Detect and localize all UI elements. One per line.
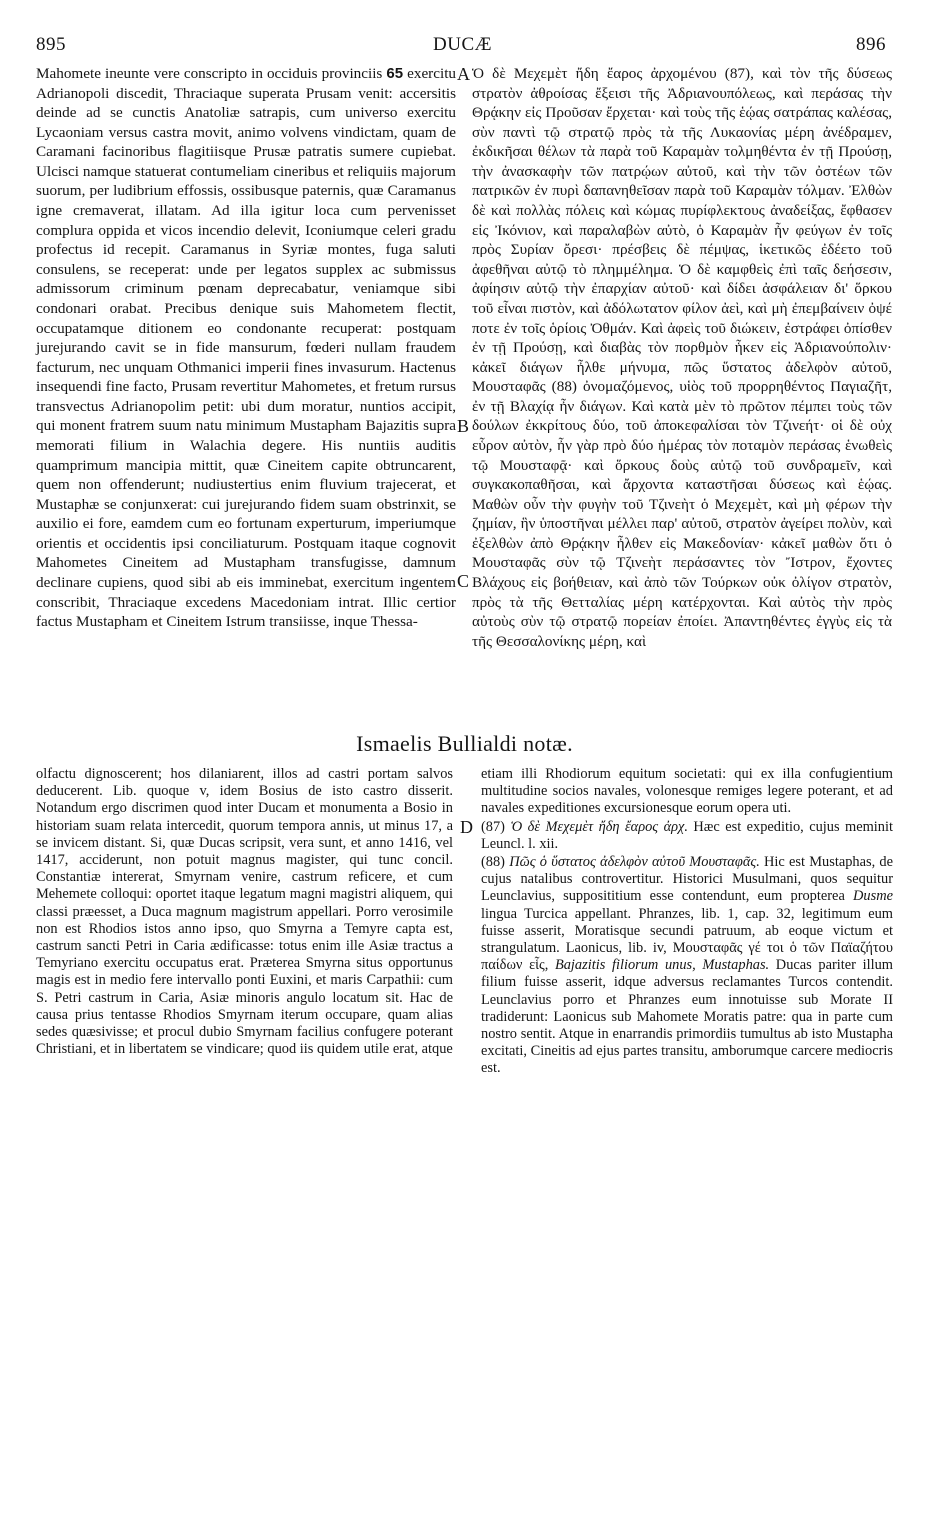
notes-continuation: etiam illi Rhodiorum equitum societati: qui ex illa confugientium multitudine socios navales, volonesque remiges legere poterant, et ad navales expeditiones excursionesque eorum opera uti. <box>481 766 893 817</box>
page-number-left: 895 <box>36 34 66 55</box>
notes-title: Ismaelis Bullialdi notæ. <box>356 731 573 756</box>
margin-letter-c: C <box>457 571 470 591</box>
note-88: (88) Πῶς ὁ ὕστατος ἀδελφὸν αὐτοῦ Μουσταφᾶς. Hic est Mustaphas, de cujus natalibus controvertitur. Historici Musulmani, quos sequitur Leunclavius, supposititium esse contendunt, eum propterea Dusme lingua Turcica appellant. Phranzes, lib. 1, cap. 32, legitimum eum fuisse asserit, Moratisque secundi patruum, ab eoque victum et strangulatum. Laonicus, lib. iv, Μουσταφᾶς γέ τοι ὁ τῶν Παϊαζήτου παίδων εἷς, Bajazitis filiorum unus, Mustaphas. Ducas pariter illum filium fuisse asserit, idque adversus reclamantes Turcos contendit. Leunclavius porro et Phranzes eum innotuisse sub Morate II tradiderunt: Laonicus sub Mahomete Moratis patre: qua in parte cum nostro sentit. Atque in enarrandis primordiis tumultus ab isto Mustapha excitati, Cineitis ad ejus partes transitu, amborumque carcere mediocris est. <box>481 854 893 1077</box>
margin-letter-b: B <box>457 416 470 436</box>
notes-left-column <box>36 766 453 1058</box>
margin-letter-d: D <box>460 817 473 837</box>
greek-paragraph: Ὁ δὲ Μεχεμὲτ ἤδη ἔαρος ἀρχομένου (87), καὶ τὸν τῆς δύσεως στρατὸν ἀθροίσας ἔξεισι τῆς Ἀδριανουπόλεως, καὶ περάσας τὴν Θρᾴκην εἰς Προῦσαν ἔρχεται· καὶ τοὺς τῆς ἑῴας σατράπας καλέσας, σὺν παντὶ τῷ στρατῷ πρὸς τὰ τῆς Λυκαονίας μέρη ἀνέδραμεν, ἐκδικῆσαι θέλων τὰ παρὰ τοῦ Καραμὰν τολμηθέντα ἐν τῇ Προύσῃ, τὴν ἀνασκαφὴν τῶν πατρῴων αὐτοῦ, καὶ τὴν τῶν ὀστέων τῶν πατρικῶν ἐν πυρὶ δαπανηθεῖσαν παρὰ τοῦ Καραμὰν τόλμαν. Ἐλθὼν δὲ καὶ πολλὰς πόλεις καὶ κώμας πυρίφλεκτους ἀναδείξας, ἔφθασεν εἰς Ἰκόνιον, καὶ παραλαβὼν αὐτὸ, ὁ Καραμὰν ἦν φεύγων ἐν τοῖς πρὸς Συρίαν ὄρεσι· πρέσβεις δὲ πέμψας, ἱκετικῶς ἐδέετο τοῦ ἀφεθῆναι αὐτῷ τὸ πλημμέλημα. Ὁ δὲ καμφθεὶς ἐπὶ ταῖς δεήσεσιν, ἀφίησιν αὐτῷ τὴν ἐπαρχίαν αὐτοῦ· καὶ δίδει ἀσφάλειαν δι' ὅρκου τοῦ εἶναι πιστὸν, καὶ ἀδόλωτατον φίλον ἀεὶ, καὶ μὴ ἐπεμβαίνειν ὀψέ ποτε ἐν τοῖς ὁρίοις Ὀθμάν. Καὶ ἀφεὶς τοῦ διώκειν, ἐστράφει ὀπίσθεν ἐν τῇ Προύσῃ, καὶ διαβὰς τὸν πορθμὸν ἧκεν εἰς Ἀδριανούπολιν· κἀκεῖ διάγων ἦλθε μήνυμα, πῶς ὕστατος ἀδελφὸν αὐτοῦ, Μουσταφᾶς (88) ὀνομαζόμενος, υἱὸς τοῦ προρρηθέντος Παγιαζῆτ, ἐν τῇ Βλαχίᾳ ἦν διάγων. Καὶ κατὰ μὲν τὸ πρῶτον πέμπει τοὺς τῶν δούλων ἐκκρίτους δύο, τοῦ ἀποκεφαλίσαι τὸν Τζινεήτ· οἱ δὲ οὐχ εὗρον αὐτὸν, ἦν γὰρ πρὸ δύο ἡμέρας τὸν ποταμὸν περάσας ἑνωθεὶς τῷ Μουσταφᾷ· καὶ ὅρκους δοὺς αὐτῷ τοῦ συνδραμεῖν, καὶ συγκακοπαθῆσαι, καὶ ἄρχοντα καταστῆσαι δύσεως καὶ ἑῴας. Μαθὼν οὖν τὴν φυγὴν τοῦ Τζινεὴτ ὁ Μεχεμὲτ, καὶ μὴ φέρων τὴν ζημίαν, ἣν ὑποστῆναι μέλλει παρ' αὐτοῦ, στρατὸν ἀγείρει πολὺν, καὶ ἐξελθὼν ἀπὸ Θρᾴκην ἦλθεν εἰς Μακεδονίαν· κἀκεῖ μαθὼν ὅτι ὁ Μουσταφᾶς σὺν τῷ Τζινεὴτ περάσαντες τὸν Ἴστρον, ἔχοντες Βλάχους εἰς βοήθειαν, καὶ ἀπὸ τῶν Τούρκων οὐκ ὀλίγον στρατὸν, πρὸς τὰ τῆς Θετταλίας μέρη κατέρχονται. Καὶ αὐτὸς τὴν πρὸς αὐτοὺς σὺν τῷ στρατῷ πορείαν ἐποίει. Ἀπαντηθέντες ἐγγὺς εἰς τὰ τῆς Θεσσαλονίκης μέρη, καὶ <box>472 65 892 650</box>
note-88-lemma: Πῶς ὁ ὕστατος ἀδελφὸν αὐτοῦ Μουσταφᾶς. <box>509 854 760 871</box>
notes-right-column <box>481 766 893 1079</box>
marker-65: 65 <box>386 65 404 82</box>
page-number-right: 896 <box>856 34 886 55</box>
note-87: (87) Ὁ δὲ Μεχεμὲτ ἤδη ἔαρος ἀρχ. Hæc est expeditio, cujus meminit Leuncl. l. xii. <box>481 818 893 852</box>
latin-translation-column <box>36 64 456 632</box>
note-87-lemma: Ὁ δὲ Μεχεμὲτ ἤδη ἔαρος ἀρχ. <box>510 818 688 835</box>
running-title: DUCÆ <box>433 34 493 55</box>
notes-paragraph: olfactu dignoscerent; hos dilaniarent, illos ad castri portam salvos deducerent. Lib. quoque v, idem Bosius de isto castro disserit. Notandum ergo discrimen quod inter Ducam et monumenta a Bosio in historiam suam relata intercedit, quorum tempora annis, ut minus 17, a se invicem distant. Si, quæ Ducas scripsit, vera sunt, et anno 1416, vel 1417, acciderunt, non potuit magnus magister, qui tunc concil. Constantiæ intererat, Smyrnam venire, castrum reficere, et cum Mehemete colloqui: oportet itaque legatum magni magistri aliquem, qui classi præesset, a Duca magnum magistrum appellari. Porro verosimile non est Rhodios istos anno ipso, quo Smyrna a Temyre capta est, castrum sancti Petri in Caria ædificasse: totus enim ille Asiæ tractus a Temyriano exercitu occupatus erat. Præterea Smyrna situs opportunus magis est in medio fere intervallo ponti Euxini, et maris Carpathii: cum S. Petri castrum in Caria, Asiæ minoris angulo locatum sit. Hac de causa prius tentasse Rhodios Smyrnam iterum occupare, quam alias sedes quæsivisse; et procul dubio Smyrnam facilius confugere poterant Christiani, et in libertatem se vindicare; quod iis quidem utile erat, atque <box>36 766 453 1058</box>
greek-text-column <box>472 64 892 651</box>
latin-paragraph: Mahomete ineunte vere conscripto in occiduis provinciis 65 exercitu Adrianopoli discedit, Thraciaque superata Prusam venit: accersitis deinde ad se cunctis Anatoliæ satrapis, cum universo exercitu Lycaoniam versus castra movit, animo volvens vindictam, quam de Caramani facinoribus flagitiisque Prusæ patratis sumere cupiebat. Ulcisci namque statuerat contumeliam cineribus et reliquiis majorum suorum, per ludibrium effossis, ossibusque paternis, quæ Caramanus igne cremaverat, illatam. Ad illa igitur loca cum pervenisset complura oppida et vicos incendio delevit, Iconiumque celeri gradu profectus id recepit. Caramanus in Syriæ montes, fuga saluti consulens, se receperat: unde per legatos supplex ac submissus admissorum criminum pœnam deprecabatur, veniamque sibi condonari orabat. Precibus denique suis Mahometem flectit, occupatamque ditionem eo condonante recuperat: postquam jurejurando cavit se in fide mansurum, fœderi nullam fraudem facturum, nec unquam Othmanici imperii fines invasurum. Hactenus insequendi fine facto, Prusam revertitur Mahometes, et fretum rursus transvectus Adrianopolim petit: ubi dum moratur, nuntios accipit, qui monent fratrem suum natu minimum Mustapham Bajazitis supra memorati filium in Walachia degere. His nuntiis auditis quamprimum mancipia mittit, quæ Cineitem capite obtruncarent, quem non offenderunt; nudiustertius enim fluvium trajecerat, et Mustaphæ se conjunxerat: cui jurejurando fidem suam obstrinxit, se auxilio ei fore, eamdem cum eo fortunam experturum, imperiumque orientis et occidentis ipsi conciliaturum. Postquam itaque cognovit Mahometes Cineitem ad Mustapham transfugisse, damnum declinare cupiens, quod sibi ab eis imminebat, exercitum ingentem conscribit, Thraciaque excedens Macedoniam intrat. Illic certior factus Mustapham et Cineitem Istrum transiisse, inque Thessa- <box>36 65 457 631</box>
running-header <box>0 34 929 58</box>
margin-letter-a: A <box>457 64 470 84</box>
